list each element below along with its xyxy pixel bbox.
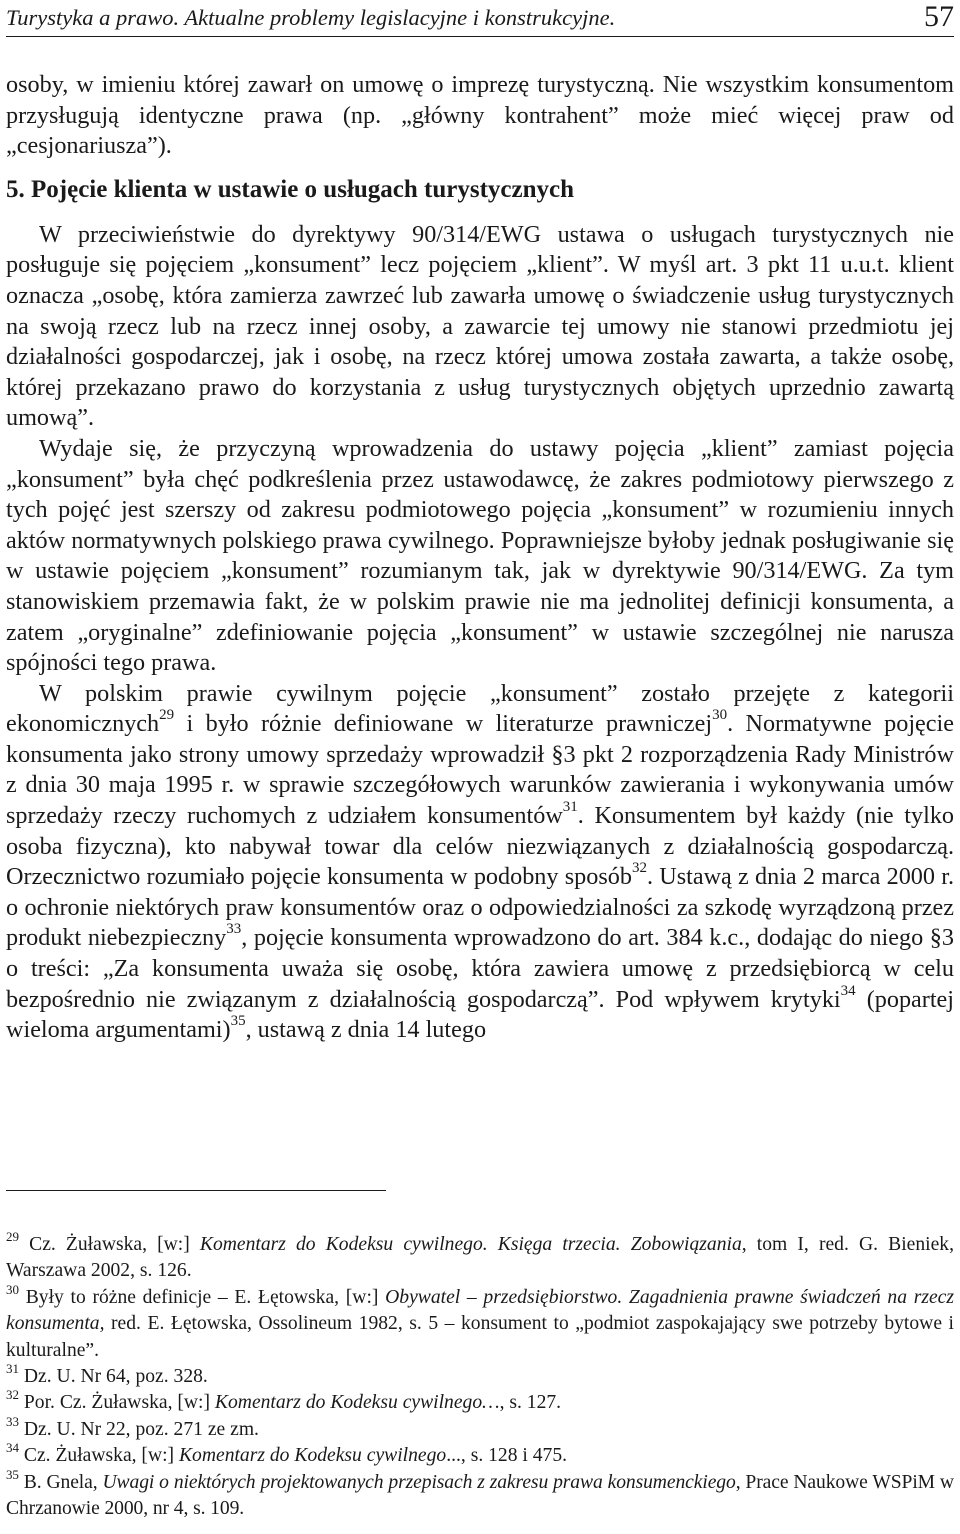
footnote-text: ..., s. 128 i 475. [446,1445,568,1467]
text-run: . Konsumentem był każdy (nie tylko osoba fizyczna), kto nabywał towar dla celów niezwiązanych z działalnością gospodarczą. Orzecznictwo rozumiało pojęcie konsumenta w podobny sposób [6,802,955,891]
footnote [6,1466,954,1523]
footnote-title: Komentarz do Kodeksu cywilnego [178,1445,447,1467]
footnotes [6,1229,954,1522]
footnote-title: Komentarz do Kodeksu cywilnego. Księga trzecia. Zobowiązania [199,1234,742,1255]
page-header [6,2,954,37]
footnote-text: Dz. U. Nr 22, poz. 271 ze zm. [19,1418,259,1440]
footnote [6,1440,954,1469]
footnote [6,1413,954,1443]
footnote [6,1387,954,1416]
footnote-text: red. E. Łętowska, Ossolineum 1982, s. 5 – konsument to „podmiot zaspokajający swe potrzeby bytowe i kulturalne”. [6,1313,954,1361]
footnote-text: , Prace Naukowe WSPiM w Chrzanowie 2000, nr 4, s. 109. [6,1471,954,1520]
footnote-ref[interactable]: 31 [562,799,578,816]
footnote-ref[interactable]: 34 [840,982,856,999]
footnote-number: 33 [6,1413,19,1429]
footnote-separator [6,1190,386,1191]
footnote [6,1281,954,1364]
footnote-number: 32 [6,1387,19,1403]
footnote-title: Obywatel – przedsiębiorstwo. Zagadnienia prawne świadczeń na rzecz konsumenta, [6,1286,954,1335]
footnote-text: Były to różne definicje – E. Łętowska, [w:] [19,1286,386,1308]
paragraph: W przeciwieństwie do dyrektywy 90/314/EWG ustawa o usługach turystycznych nie posługuje się pojęciem „konsument” lecz pojęciem „klient”. W myśl art. 3 pkt 11 u.u.t. klient oznacza „osobę, która zamierza zawrzeć lub zawarła umowę o świadczenie usług turystycznych na swoją rzecz lub na rzecz innej osoby, a zawarcie tej umowy nie stanowi przedmiotu jej działalności gospodarczej, jak i osobę, na rzecz której umowa została zawarta, a także osobę, której przekazano prawo do korzystania z usług turystycznych objętych uprzednio zawartą umową”. [6,220,954,432]
footnote-text: Dz. U. Nr 64, poz. 328. [19,1366,208,1388]
footnote-ref[interactable]: 32 [631,860,647,877]
footnote-number: 29 [6,1229,19,1244]
footnote-ref[interactable]: 33 [226,921,242,938]
text-run: . Normatywne pojęcie konsumenta jako strony umowy sprzedaży wprowadził §3 pkt 2 rozporządzenia Rady Ministrów z dnia 30 maja 1995 r. w sprawie szczegółowych warunków zawierania i wykonywania umów sprzedaży rzeczy ruchomych z udziałem konsumentów [6,710,954,830]
paragraph: osoby, w imieniu której zawarł on umowę o imprezę turystyczną. Nie wszystkim konsumentom przysługują identyczne prawa (np. „główny kontrahent” może mieć więcej praw od „cesjonariusza”). [6,71,954,160]
footnote-number: 34 [6,1440,19,1456]
footnote-text: Cz. Żuławska, [w:] [19,1234,200,1255]
footnote-title: Komentarz do Kodeksu cywilnego… [214,1392,500,1414]
text-run: (popartej wieloma argumentami) [6,985,954,1044]
running-title: Turystyka a prawo. Aktualne problemy legislacyjne i konstrukcyjne. [6,5,616,30]
text-run: . Ustawą z dnia 2 marca 2000 r. o ochronie niektórych praw konsumentów oraz o odpowiedzialności za szkodę wyrządzoną przez produkt niebezpieczny [6,863,954,952]
paragraph [6,679,954,1046]
footnote-text: B. Gnela, [18,1471,103,1493]
document-page [6,0,954,1534]
body-text [6,70,954,1046]
section-heading: 5. Pojęcie klienta w ustawie o usługach turystycznych [6,175,575,203]
footnote-title: Uwagi o niektórych projektowanych przepisach z zakresu prawa konsumenckiego [102,1471,736,1493]
footnote-number: 35 [6,1466,19,1482]
footnote-text: Cz. Żuławska, [w:] [19,1445,179,1467]
footnote-ref[interactable]: 30 [712,707,728,724]
footnote-text: , tom I, red. G. Bieniek, Warszawa 2002, s. 126. [6,1234,954,1282]
footnote-text: Por. Cz. Żuławska, [w:] [19,1392,215,1414]
footnote [6,1229,954,1285]
text-run: , pojęcie konsumenta wprowadzono do art. 384 k.c., dodając do niego §3 o treści: „Za konsumenta uważa się osobę, która zawiera umowę z przedsiębiorcą w celu bezpośrednio nie związanym z działalnością gospodarczą”. Pod wpływem krytyki [6,924,954,1013]
text-run: i było różnie definiowane w literaturze prawniczej [174,710,713,738]
text-run: W polskim prawie cywilnym pojęcie „konsument” zostało przejęte z kategorii ekonomicznych [6,679,954,738]
page-number: 57 [924,0,954,33]
footnote-number: 30 [6,1281,19,1297]
footnote-text: , s. 127. [499,1392,562,1414]
footnote [6,1361,954,1390]
footnote-ref[interactable]: 35 [230,1013,246,1030]
paragraph: Wydaje się, że przyczyną wprowadzenia do ustawy pojęcia „klient” zamiast pojęcia „konsument” była chęć podkreślenia przez ustawodawcę, że zakres podmiotowy pierwszego z tych pojęć jest szerszy od zakresu podmiotowego pojęcia „konsument” w rozumieniu innych aktów normatywnych polskiego prawa cywilnego. Poprawniejsze byłoby jednak posługiwanie się w ustawie pojęciem „konsument” rozumianym tak, jak w dyrektywie 90/314/EWG. Za tym stanowiskiem przemawia fakt, że w polskim prawie nie ma jednolitej definicji konsumenta, a zatem „oryginalne” zdefiniowanie pojęcia „konsument” w ustawie szczególnej nie narusza spójności tego prawa. [6,434,954,677]
text-run: , ustawą z dnia 14 lutego [245,1016,487,1044]
footnote-ref[interactable]: 29 [159,707,175,724]
footnote-number: 31 [6,1361,19,1377]
